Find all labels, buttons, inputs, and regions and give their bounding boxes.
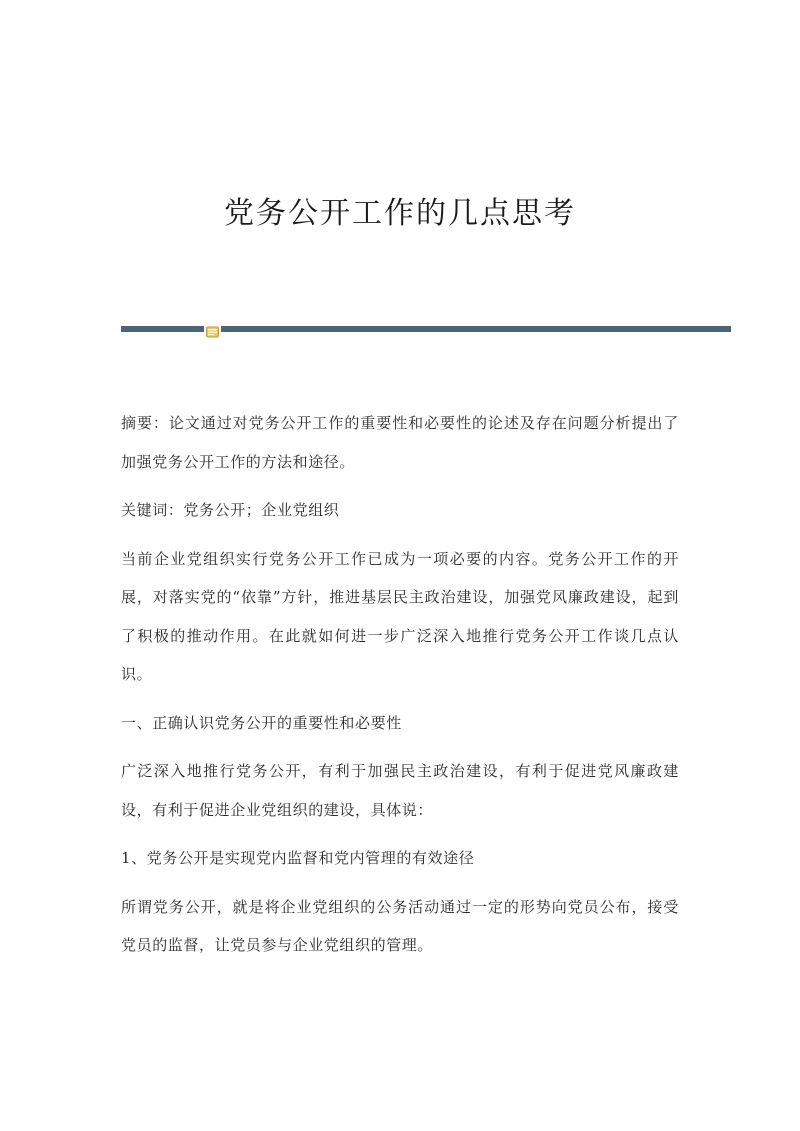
divider-bar-right (221, 326, 731, 332)
divider-bar-left (121, 326, 204, 332)
body-paragraph: 所谓党务公开，就是将企业党组织的公务活动通过一定的形势向党员公布，接受党员的监督，让党员参与企业党组织的管理。 (121, 897, 679, 954)
document-body (121, 404, 679, 975)
document-title: 党务公开工作的几点思考 (224, 196, 576, 231)
body-paragraph: 广泛深入地推行党务公开，有利于加强民主政治建设，有利于促进党风廉政建设，有利于促进企业党组织的建设，具体说： (121, 762, 679, 819)
title-divider (121, 325, 731, 333)
subsection-heading: 1、党务公开是实现党内监督和党内管理的有效途径 (121, 849, 475, 867)
keywords-paragraph: 关键词：党务公开；企业党组织 (121, 501, 340, 519)
document-emblem-icon (206, 323, 219, 335)
body-paragraph: 当前企业党组织实行党务公开工作已成为一项必要的内容。党务公开工作的开展，对落实党的“依靠”方针，推进基层民主政治建设，加强党风廉政建设，起到了积极的推动作用。在此就如何进一步广泛深入地推行党务公开工作谈几点认识。 (121, 549, 679, 683)
section-heading: 一、正确认识党务公开的重要性和必要性 (121, 713, 402, 732)
abstract-paragraph: 摘要：论文通过对党务公开工作的重要性和必要性的论述及存在问题分析提出了加强党务公开工作的方法和途径。 (121, 414, 679, 471)
